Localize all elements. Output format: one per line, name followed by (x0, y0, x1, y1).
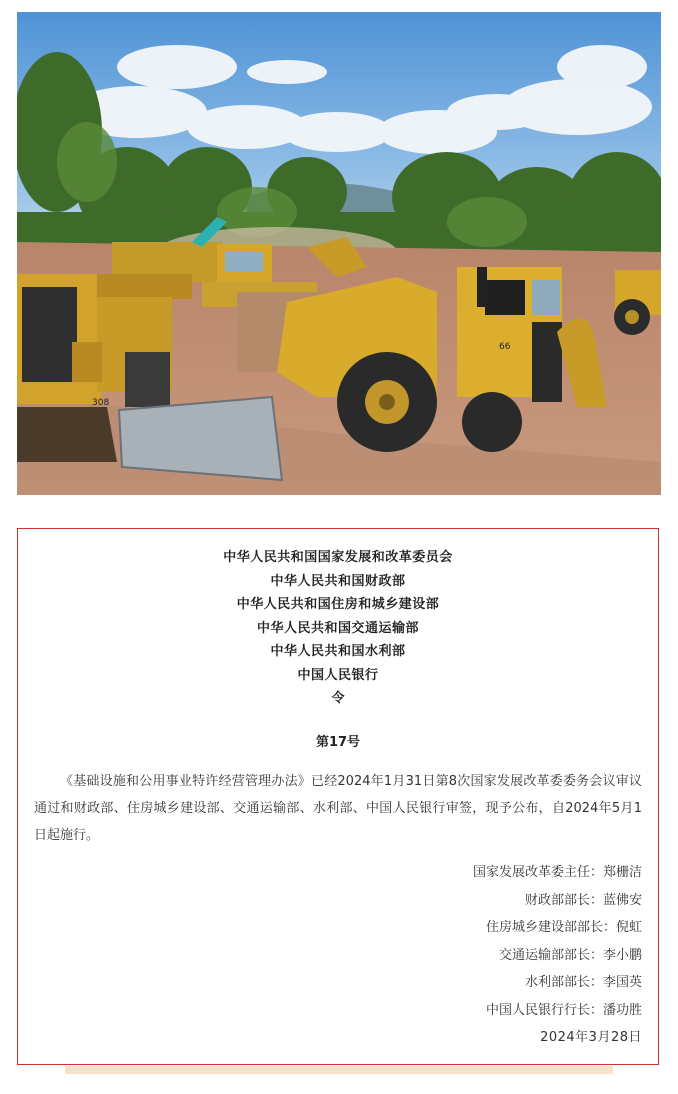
construction-illustration (17, 12, 661, 495)
decree-headings (18, 546, 658, 711)
signer-line: 交通运输部部长：李小鹏 (498, 947, 642, 963)
decree-body: 《基础设施和公用事业特许经营管理办法》已经2024年1月31日第8次国家发展改革委委务会议审议通过和财政部、住房城乡建设部、交通运输部、水利部、中国人民银行审签，现予公布，自2024年5月1日起施行。 (34, 773, 642, 843)
order-number: 第17号 (315, 734, 361, 750)
signer-line: 财政部部长：蓝佛安 (524, 892, 642, 908)
bulldozer-number: 308 (92, 398, 110, 408)
issuing-organization: 中华人民共和国国家发展和改革委员会 (223, 550, 453, 565)
issuing-organization: 中国人民银行 (297, 667, 379, 683)
decree-box (17, 528, 659, 1065)
signer-line: 水利部部长：李国英 (524, 975, 642, 990)
issuing-organization: 中华人民共和国交通运输部 (256, 620, 419, 636)
issuing-organization: 中华人民共和国水利部 (270, 644, 406, 659)
scraper-number: 66 (499, 342, 511, 352)
footer-accent-bar (65, 1066, 613, 1074)
issuing-organization: 中华人民共和国住房和城乡建设部 (236, 597, 440, 612)
signer-list (473, 859, 642, 1052)
signer-line: 中国人民银行行长：潘功胜 (485, 1002, 642, 1018)
signer-line: 国家发展改革委主任：郑栅洁 (472, 865, 642, 880)
decree-date: 2024年3月28日 (540, 1030, 642, 1045)
signer-line: 住房城乡建设部部长：倪虹 (485, 920, 642, 935)
issuing-organization: 中华人民共和国财政部 (270, 573, 406, 589)
construction-photo (17, 12, 661, 495)
order-label: 令 (331, 691, 345, 706)
